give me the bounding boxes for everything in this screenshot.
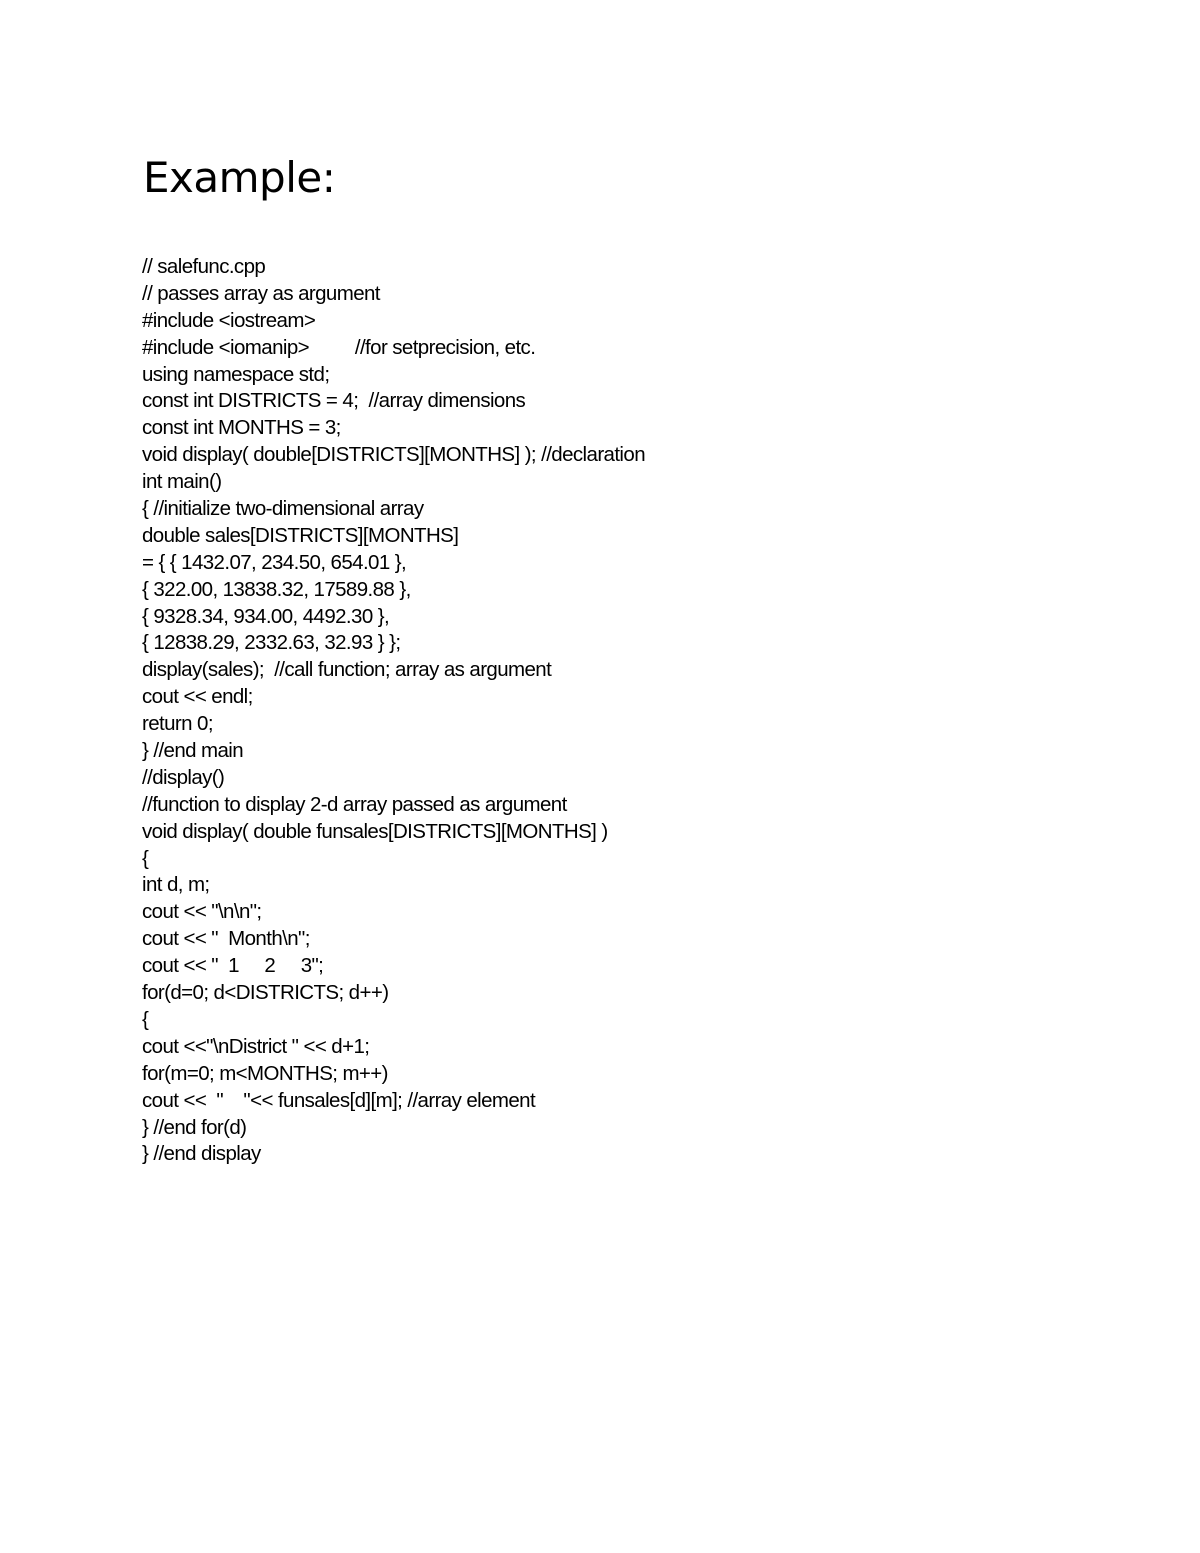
code-line: void display( double[DISTRICTS][MONTHS] ); //declaration	[142, 443, 645, 467]
page-title: Example:	[143, 153, 336, 202]
code-line: display(sales); //call function; array as argument	[142, 658, 552, 682]
code-line: int d, m;	[142, 873, 210, 897]
code-line: // passes array as argument	[142, 281, 380, 305]
code-line: void display( double funsales[DISTRICTS][MONTHS] )	[142, 819, 608, 843]
code-line: cout << " 1 2 3";	[142, 954, 324, 978]
code-line: { 322.00, 13838.32, 17589.88 },	[142, 577, 411, 601]
code-line: = { { 1432.07, 234.50, 654.01 },	[142, 550, 407, 574]
code-listing	[142, 254, 1142, 1168]
code-line: } //end display	[142, 1142, 261, 1166]
code-line: double sales[DISTRICTS][MONTHS]	[142, 523, 459, 547]
code-line: } //end for(d)	[142, 1115, 247, 1139]
code-line: //function to display 2-d array passed as argument	[142, 792, 567, 816]
code-line: #include <iostream>	[142, 308, 316, 332]
code-line: // salefunc.cpp	[142, 255, 266, 278]
code-line: //display()	[142, 765, 225, 789]
code-line: {	[142, 846, 149, 870]
code-line: for(m=0; m<MONTHS; m++)	[142, 1061, 388, 1085]
code-line: using namespace std;	[142, 362, 330, 386]
code-line: } //end main	[142, 739, 244, 763]
code-line: const int DISTRICTS = 4; //array dimensions	[142, 389, 526, 413]
code-line: {	[142, 1007, 149, 1031]
code-line: for(d=0; d<DISTRICTS; d++)	[142, 981, 389, 1005]
code-line: int main()	[142, 470, 222, 494]
code-line: cout <<"\nDistrict " << d+1;	[142, 1034, 370, 1058]
code-line: { //initialize two-dimensional array	[142, 497, 424, 521]
code-line: return 0;	[142, 712, 213, 736]
code-line: cout << "\n\n";	[142, 900, 262, 924]
code-line: { 12838.29, 2332.63, 32.93 } };	[142, 631, 401, 655]
code-line: cout << " "<< funsales[d][m]; //array element	[142, 1088, 536, 1112]
code-line: { 9328.34, 934.00, 4492.30 },	[142, 604, 390, 628]
code-line: cout << " Month\n";	[142, 927, 310, 951]
code-line: const int MONTHS = 3;	[142, 416, 341, 440]
code-line: #include <iomanip> //for setprecision, etc.	[142, 335, 536, 359]
code-line: cout << endl;	[142, 685, 253, 709]
